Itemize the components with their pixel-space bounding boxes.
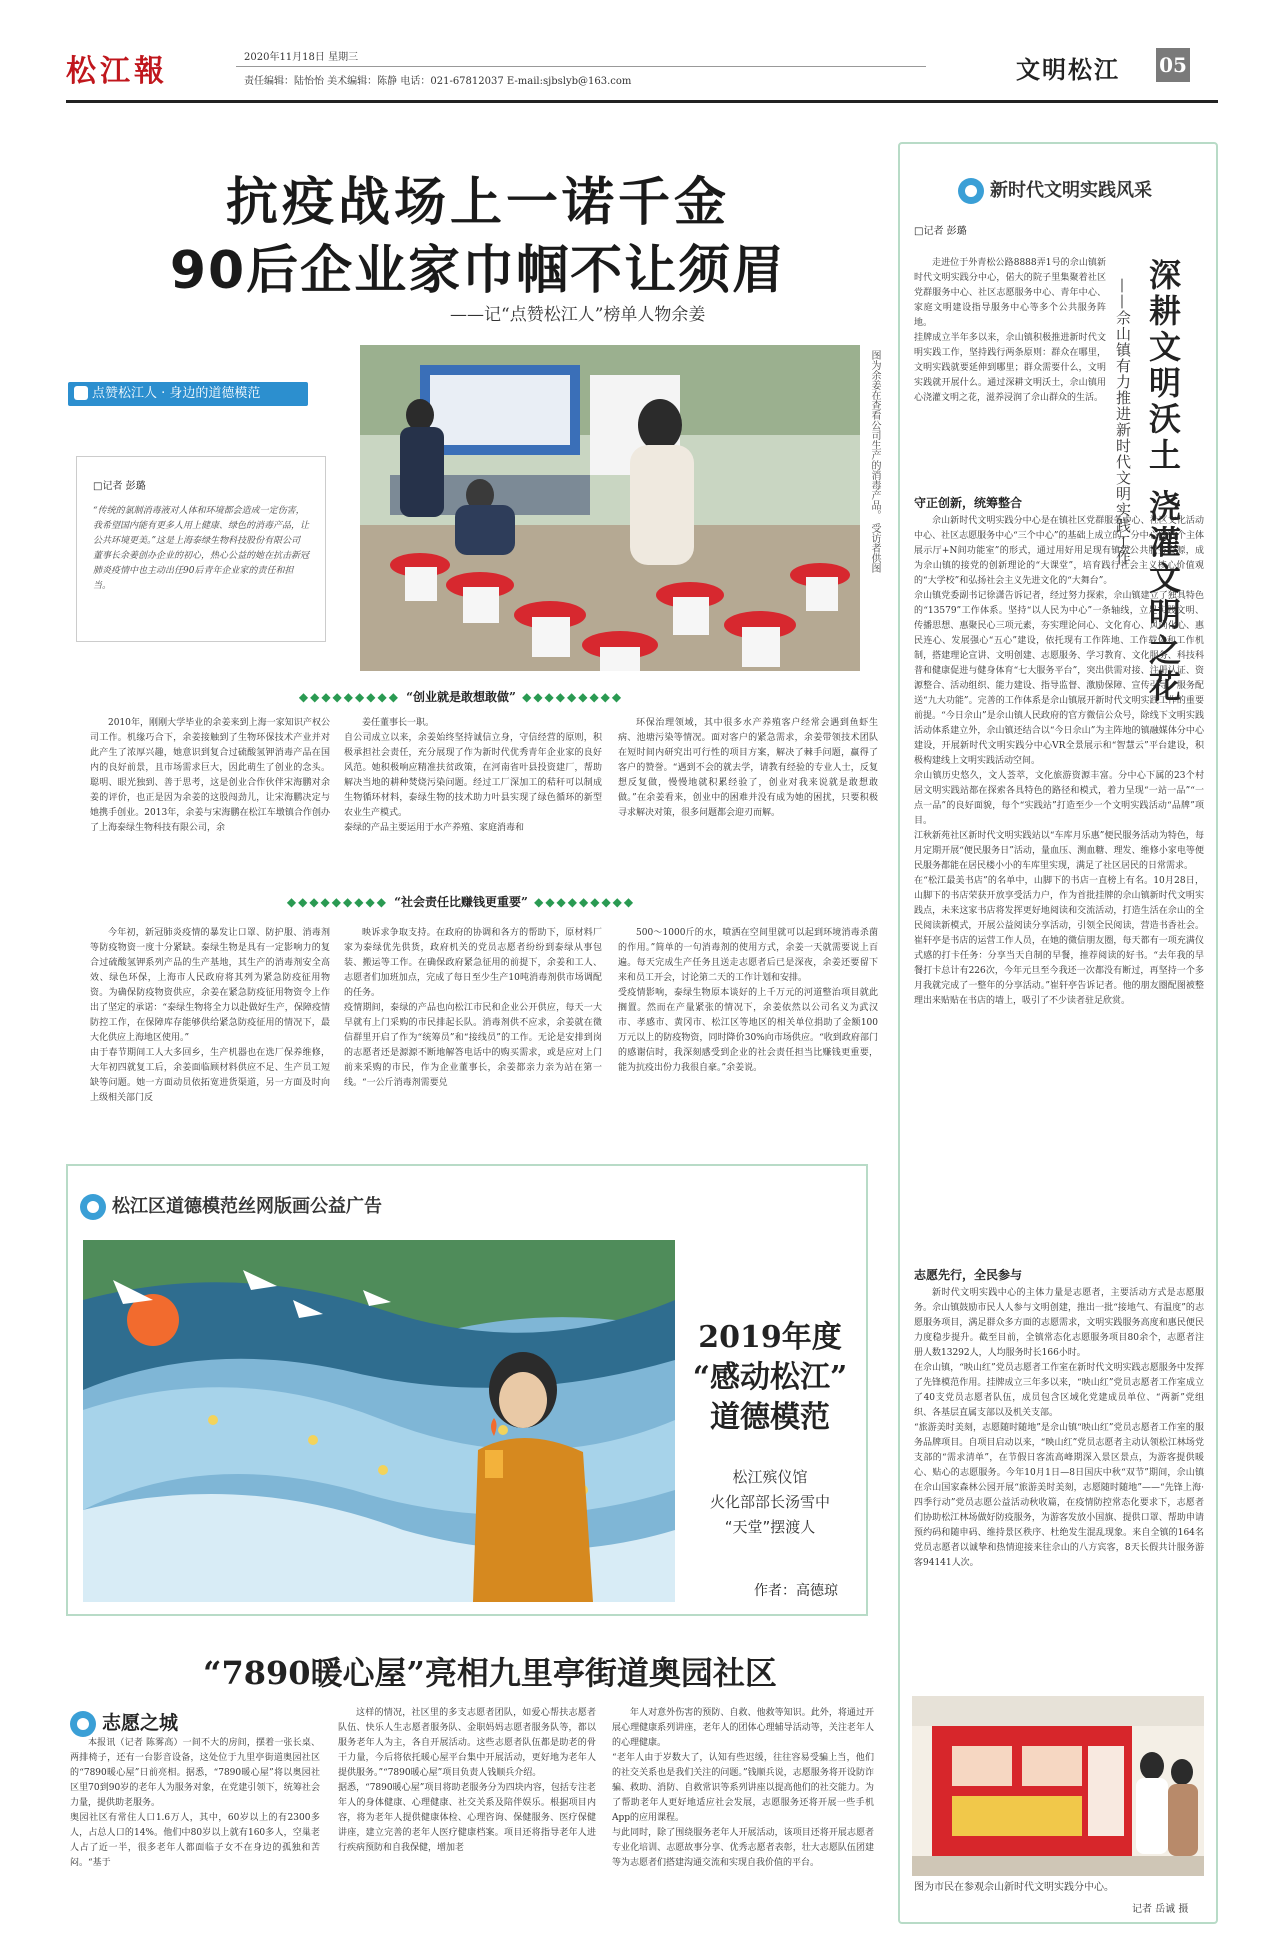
diamond-divider-icon: ◆◆◆◆◆◆◆◆◆ <box>286 895 395 909</box>
section-heading-1 <box>66 688 856 705</box>
right-photo <box>912 1696 1204 1876</box>
public-ad-header-text: 松江区道德模范丝网版画公益广告 <box>112 1196 382 1217</box>
section2-col1: 今年初，新冠肺炎疫情的暴发让口罩、防护服、消毒剂等防疫物资一度十分紧缺。泰绿生物是具有一定影响力的复合过硫酸氢钾系列产品的生产基地，其生产的消毒剂安全高效、绿色环保，上海市人民政府将其列为紧急防疫征用物资。为确保防疫物资供应，余姜在紧急防疫征用物资令上作出了坚定的承诺：“泰绿生物将全力以赴做好生产，保障疫情防控工作，在保障库存能够供给紧急防疫征用的情况下，最大化供应上海地区使用。” 由于春节期间工人大多回乡，生产机器也在选厂保养维修，大年初四就复工后，余姜面临顾材料供应不足、生产员工短缺等问题。她一方面动员依拓宽进货渠道，另一方面及时向上级相关部门反 <box>90 928 330 1103</box>
right-reporter: □记者 彭璐 <box>914 226 967 237</box>
ad-subtitle-line-3: “天堂”摆渡人 <box>724 1518 816 1536</box>
bottom-col1: 本报讯（记者 陈雾高）一间不大的房间，摆着一张长桌、两排椅子，还有一台影音设备，这处位于九里亭街道奥园社区的“7890暖心屋”日前亮相。据悉，“7890暖心屋”将以奥园社区里70到90岁的老年人为服务对象，在党建引领下，统筹社会力量，提供助老服务。 奥园社区有常住人口1.6万人，其中，60岁以上的有2300多人，占总人口的14%。他们中80岁以上就有160多人，空巢老人占了近一半，很多老年人都面临子女不在身边的孤独和苦闷。“基于 <box>70 1738 320 1868</box>
volunteer-city-label: 志愿之城 <box>102 1712 179 1734</box>
public-ad-header <box>80 1192 382 1220</box>
wenming-logo-icon <box>958 178 984 204</box>
right-text-1: 佘山新时代文明实践分中心是在镇社区党群服务中心、社区文化活动中心、社区志愿服务中心“三个中心”的基础上成立的。分中心以“1个主体展示厅+N间功能室”的形式，通过用好用足现有镇级公共服务资源，成为佘山镇的接党的创新理论的“大课堂”，培育践行社会主义核心价值观的“大学校”和弘扬社会主义先进文化的“大舞台”。 佘山镇党委副书记徐潇告诉记者，经过努力探索，佘山镇建立了独具特色的“13579”工作体系。坚持“以人民为中心”一条轴线，立足实践文明、传播思想、惠聚民心三项元素，夯实理论问心、文化育心、风尚化心、惠民连心、发展强心“五心”建设，依托现有工作阵地、工作载体和工作机制，搭建理论宣讲、文明创建、志愿服务、学习教育、文化服务、科技科普和健康促进与健身体育“七大服务平台”，突出供需对接、注册认证、资源整合、活动组织、能力建设、指导监督、激励保障、宣传引导、服务配送“九大功能”。完善的工作体系是佘山镇展开新时代文明实践工作的重要前提。“今日佘山”是佘山镇人民政府的官方微信公众号，除线下文明实践活动体系建立外，佘山镇还结合以“今日佘山”为主阵地的镇融媒体分中心建设，开展新时代文明实践分中心VR全景展示和“智慧云”平台建设，积极构建线上文明实践活动空间。 佘山镇历史悠久，文人荟萃，文化旅游资源丰富。分中心下属的23个村居文明实践站都在探索各具特色的路径和模式，着力呈现“一站一品”“一点一品”的良好面貌，每个“实践站”打造至少一个文明实践活动“品牌”项目。 江秋新苑社区新时代文明实践站以“车库月乐惠”便民服务活动为特色，每月定期开展“便民服务日”活动，量血压、测血糖、理发、维修小家电等便民服务都能在居民楼小小的车库里实现，满足了社区居民的日常需求。 在“松江最美书店”的名单中，山脚下的书店一直榜上有名。10月28日，山脚下的书店荣获开放享受活力户，作为首批挂牌的佘山镇新时代文明实践点，未来这家书店将发挥更好地阅读和交流活动，打造生活在佘山的全民阅读新模式，开展公益阅读分享活动，引领全民阅读，营造书香社会。崔轩亭是书店的运营工作人员，在她的微信朋友圈，每天都有一项充满仪式感的打卡任务：分享当天自制的早餐，推荐阅读的好书。“去年我的早餐打卡总计有226次，今年元旦至今我还一次都没有断过，再坚持一个多月我就完成了一整年的分享活动。”崔轩亭告诉记者。他的朋友圈配图被整理出来贴贴在书店的墙上，吸引了不少读者驻足欣赏。 <box>914 516 1204 1006</box>
ad-subtitle <box>685 1465 855 1540</box>
section-heading-2 <box>66 893 856 910</box>
right-subheading-2: 志愿先行，全民参与 <box>914 1268 1023 1282</box>
right-text-2: 新时代文明实践中心的主体力量是志愿者，主要活动方式是志愿服务。佘山镇鼓励市民人人参与文明创建，推出一批“接地气、有温度”的志愿服务项目，满足群众多方面的志愿需求，文明实践服务高度和惠民便民力度稳步提升。截至目前，全镇常态化志愿服务项目80余个，志愿者注册人数13292人，人均服务时长166小时。 在佘山镇，“映山红”党员志愿者工作室在新时代文明实践志愿服务中发挥了先锋模范作用。挂牌成立三年多以来，“映山红”党员志愿者工作室成立了40支党员志愿者队伍，成员包含区域化党建成员单位、“两新”党组织、各基层直属支部以及机关支部。 “旅游美时美刻，志愿随时随地”是佘山镇“映山红”党员志愿者工作室的服务品牌项目。自项目启动以来，“映山红”党员志愿者主动认领松江林场党支部的“需求清单”，在节假日客流高峰期深入景区景点，为游客提供暖心、贴心的志愿服务。今年10月1日—8日国庆中秋“双节”期间，佘山镇在佘山国家森林公园开展“旅游美时美刻，志愿随时随地”——“先锋上海·四季行动”党员志愿公益活动秋收篇，在疫情防控常态化要求下，志愿者们协助松江林场做好防疫服务，为游客发放小国旗、提供口罩、帮助申请预约码和随申码、维持景区秩序、杜绝发生混乱现象。来自全镇的164名党员志愿者以诚挚和热情迎接来往佘山的八方宾客，8天长假共计服务游客94141人次。 <box>914 1288 1204 1568</box>
diamond-divider-icon: ◆◆◆◆◆◆◆◆◆ <box>515 690 624 704</box>
reporter-byline: □记者 彭璐 <box>93 481 146 492</box>
section-heading-1-text: “创业就是敢想敢做” <box>406 690 516 704</box>
right-lead-text: 走进位于外青松公路8888弄1号的佘山镇新时代文明实践分中心，偌大的院子里集聚着社区党群服务中心、社区志愿服务中心、青年中心、家庭文明建设指导服务中心等多个公共服务阵地。 挂牌成立半年多以来，佘山镇积极推进新时代文明实践工作，坚持践行两条原则：群众在哪里，文明实践就要延伸到哪里；群众需要什么，文明实践就开展什么。通过深耕文明沃土，佘山镇用心浇灌文明之花，滋养浸润了佘山群众的生活。 <box>914 258 1106 403</box>
volunteer-city-tag <box>70 1708 178 1737</box>
subheadline: ——记“点赞松江人”榜单人物余姜 <box>450 305 706 325</box>
section2-col3: 500～1000斤的水，喷洒在空间里就可以起到环境消毒杀菌的作用。”简单的一句消毒剂的使用方式，余姜一天就需要说上百遍。每天完成生产任务且送走志愿者后已是深夜，余姜还要留下来和员工开会，讨论第二天的工作计划和安排。 受疫情影响，泰绿生物原本谈好的上千万元的河道整治项目就此搁置。然而在产量紧张的情况下，余姜依然以公司名义为武汉市、孝感市、黄冈市、松江区等地区的相关单位捐助了金额100万元以上的防疫物资，同时降价30%向市场供应。“收到政府部门的感谢信时，我深刻感受到企业的社会责任担当比赚钱更重要，能为抗疫出份力我很自豪。”余姜说。 <box>618 928 878 1073</box>
right-column-header-text: 新时代文明实践风采 <box>990 180 1152 201</box>
exhibition-illustration <box>912 1696 1204 1876</box>
right-subheading-1: 守正创新，统筹整合 <box>914 496 1023 510</box>
diamond-divider-icon: ◆◆◆◆◆◆◆◆◆ <box>298 690 407 704</box>
bottom-col2: 这样的情况，社区里的多支志愿者团队，如爱心帮扶志愿者队伍、快乐人生志愿者服务队、金职妈妈志愿者服务队等，都以服务老年人为主，各自开展活动。这些志愿者队伍都是助老的骨干力量，今后将依托暖心屋平台集中开展活动，更好地为老年人提供服务。”“7890暖心屋”项目负责人钱顺兵介绍。 据悉，“7890暖心屋”项目将助老服务分为四块内容，包括专注老年人的身体健康、心理健康、社交关系及陪伴娱乐。根据项目内容，将为老年人提供健康体检、心理咨询、保健服务、医疗保健讲座，建立完善的老年人医疗健康档案。项目还将指导老年人进行疾病预防和自我保健，增加老 <box>338 1708 596 1853</box>
right-photo-credit: 记者 岳诚 摄 <box>1132 1904 1189 1915</box>
newspaper-logo: 松江報 <box>66 54 168 89</box>
section-title: 文明松江 <box>1016 55 1120 84</box>
photo-caption: 图为余姜在查看公司生产的消毒产品。 受访者供图 <box>869 350 880 574</box>
artwork-illustration <box>83 1240 675 1602</box>
intro-box <box>76 456 326 642</box>
right-photo-caption: 图为市民在参观佘山新时代文明实践分中心。 <box>914 1882 1114 1893</box>
wenming-logo-icon <box>70 1711 96 1737</box>
page-number: 05 <box>1156 48 1190 82</box>
ad-title-line-3: 道德模范 <box>710 1400 830 1435</box>
ad-subtitle-line-2: 火化部部长汤雪中 <box>709 1493 830 1511</box>
right-vertical-title: 深耕文明沃土 浇灌文明之花 <box>1144 258 1182 706</box>
editors-line: 责任编辑：陆怡怡 美术编辑：陈静 电话：021-67812037 E-mail:sjbslyb@163.com <box>244 76 632 87</box>
ad-subtitle-line-1: 松江殡仪馆 <box>732 1468 808 1486</box>
meta-divider <box>236 66 926 67</box>
photo-illustration <box>360 345 860 671</box>
section1-col3: 环保治理领域，其中很多水产养殖客户经常会遇到鱼虾生病、池塘污染等情况。面对客户的紧急需求，余姜带领技术团队在短时间内研究出可行性的项目方案，解决了棘手问题，赢得了客户的赞誉。“遇到不会的就去学，请教有经验的专业人士，反复想反复做，慢慢地就积累经验了，创业对我来说就是敢想敢做。”在余姜看来，创业中的困难并没有成为她的困扰，只要积极寻求解决对策，很多问题都会迎刃而解。 <box>618 718 878 818</box>
date-line: 2020年11月18日 星期三 <box>244 52 359 63</box>
column-tag-label: 点赞松江人 · 身边的道德模范 <box>92 386 261 401</box>
ad-title-line-1: 2019年度 <box>698 1320 842 1355</box>
section-heading-2-text: “社会责任比赚钱更重要” <box>394 895 528 909</box>
ad-author: 作者：高德琼 <box>754 1583 838 1599</box>
ad-title <box>685 1318 855 1438</box>
right-vertical-subtitle: ——佘山镇有力推进新时代文明实践工作 <box>1114 278 1132 566</box>
intro-text: “传统的氯制消毒液对人体和环境都会造成一定伤害，我希望国内能有更多人用上健康、绿色的消毒产品，让公共环境更美。”这是上海泰绿生物科技股份有限公司董事长余姜创办企业的初心，热心公益的她在抗击新冠肺炎疫情中也主动出任90后青年企业家的责任和担当。 <box>93 506 310 591</box>
bottom-col3: 年人对意外伤害的预防、自救、他救等知识。此外，将通过开展心理健康系列讲座，老年人的团体心理辅导活动等，关注老年人的心理健康。 “老年人由于岁数大了，认知有些迟缓，往往容易受骗上当，他们的社交关系也是我们关注的问题。”钱顺兵说，志愿服务将开设防诈骗、救助、消防、自救常识等系列讲座以提高他们的社交能力。为了帮助老年人更好地适应社会发展，志愿服务还将开展一些手机App的应用课程。 与此同时，除了围绕服务老年人开展活动，该项目还将开展志愿者专业化培训、志愿故事分享、优秀志愿者表彰，壮大志愿队伍团建等为志愿者们搭建沟通交流和实现自我价值的平台。 <box>612 1708 874 1868</box>
ad-title-line-2: “感动松江” <box>692 1360 848 1395</box>
silk-screen-print-artwork <box>83 1240 675 1602</box>
masthead <box>66 32 1216 102</box>
bottom-headline: “7890暖心屋”亮相九里亭街道奥园社区 <box>203 1654 777 1692</box>
section1-col2: 姜任董事长一职。 自公司成立以来，余姜始终坚持诚信立身，守信经营的原则，积极承担社会责任，充分展现了作为新时代优秀青年企业家的良好风范。她积极响应精准扶贫政策，在河南省叶县投资建厂，帮助解决当地的耕种焚烧污染问题。经过工厂深加工的秸秆可以制成生物循环材料，泰绿生物的技术助力叶县实现了绿色循环的新型农业生产模式。 泰绿的产品主要运用于水产养殖、家庭消毒和 <box>344 718 602 833</box>
section1-col1: 2010年，刚刚大学毕业的余姜来到上海一家知识产权公司工作。机缘巧合下，余姜接触到了生物环保技术产业并对此产生了浓厚兴趣，她意识到复合过硫酸氢钾消毒产品在国内的良好前景，且市场需求巨大，因此萌生了创业的念头。聪明、眼光独到、善于思考，这是创业合作伙伴宋海鹏对余姜的评价，也正是因为余姜的这股闯劲儿，让宋海鹏决定与她携手创业。2013年，余姜与宋海鹏在松江车墩镇合作创办了上海泰绿生物科技有限公司，余 <box>90 718 330 833</box>
diamond-divider-icon: ◆◆◆◆◆◆◆◆◆ <box>527 895 636 909</box>
headline-line-1: 抗疫战场上一诺千金 <box>225 173 730 233</box>
column-tag <box>68 382 308 406</box>
wenming-logo-icon <box>80 1194 106 1220</box>
thumbs-up-icon <box>74 386 88 400</box>
right-column-header <box>958 176 1152 204</box>
headline-line-2: 90后企业家巾帼不让须眉 <box>169 241 787 301</box>
section2-col2: 映诉求争取支持。在政府的协调和各方的帮助下，原材料厂家为泰绿优先供货，政府机关的党员志愿者纷纷到泰绿从事包装、搬运等工作。在确保政府紧急征用的前提下，余姜和工人、志愿者们加班加点，完成了每日至少生产10吨消毒剂供市场调配的任务。 疫情期间，泰绿的产品也向松江市民和企业公开供应，每天一大早就有上门采购的市民排起长队。消毒剂供不应求，余姜就在微信群里开启了作为“统筹员”和“接线员”的工作。无论是安排到岗的志愿者还是源源不断地解答电话中的购买需求，或是应对上门前来采购的市民，作为企业董事长，余姜都亲力亲为站在第一线。“一公斤消毒剂需要兑 <box>344 928 602 1088</box>
main-photo <box>360 345 860 671</box>
masthead-rule <box>66 100 1218 103</box>
